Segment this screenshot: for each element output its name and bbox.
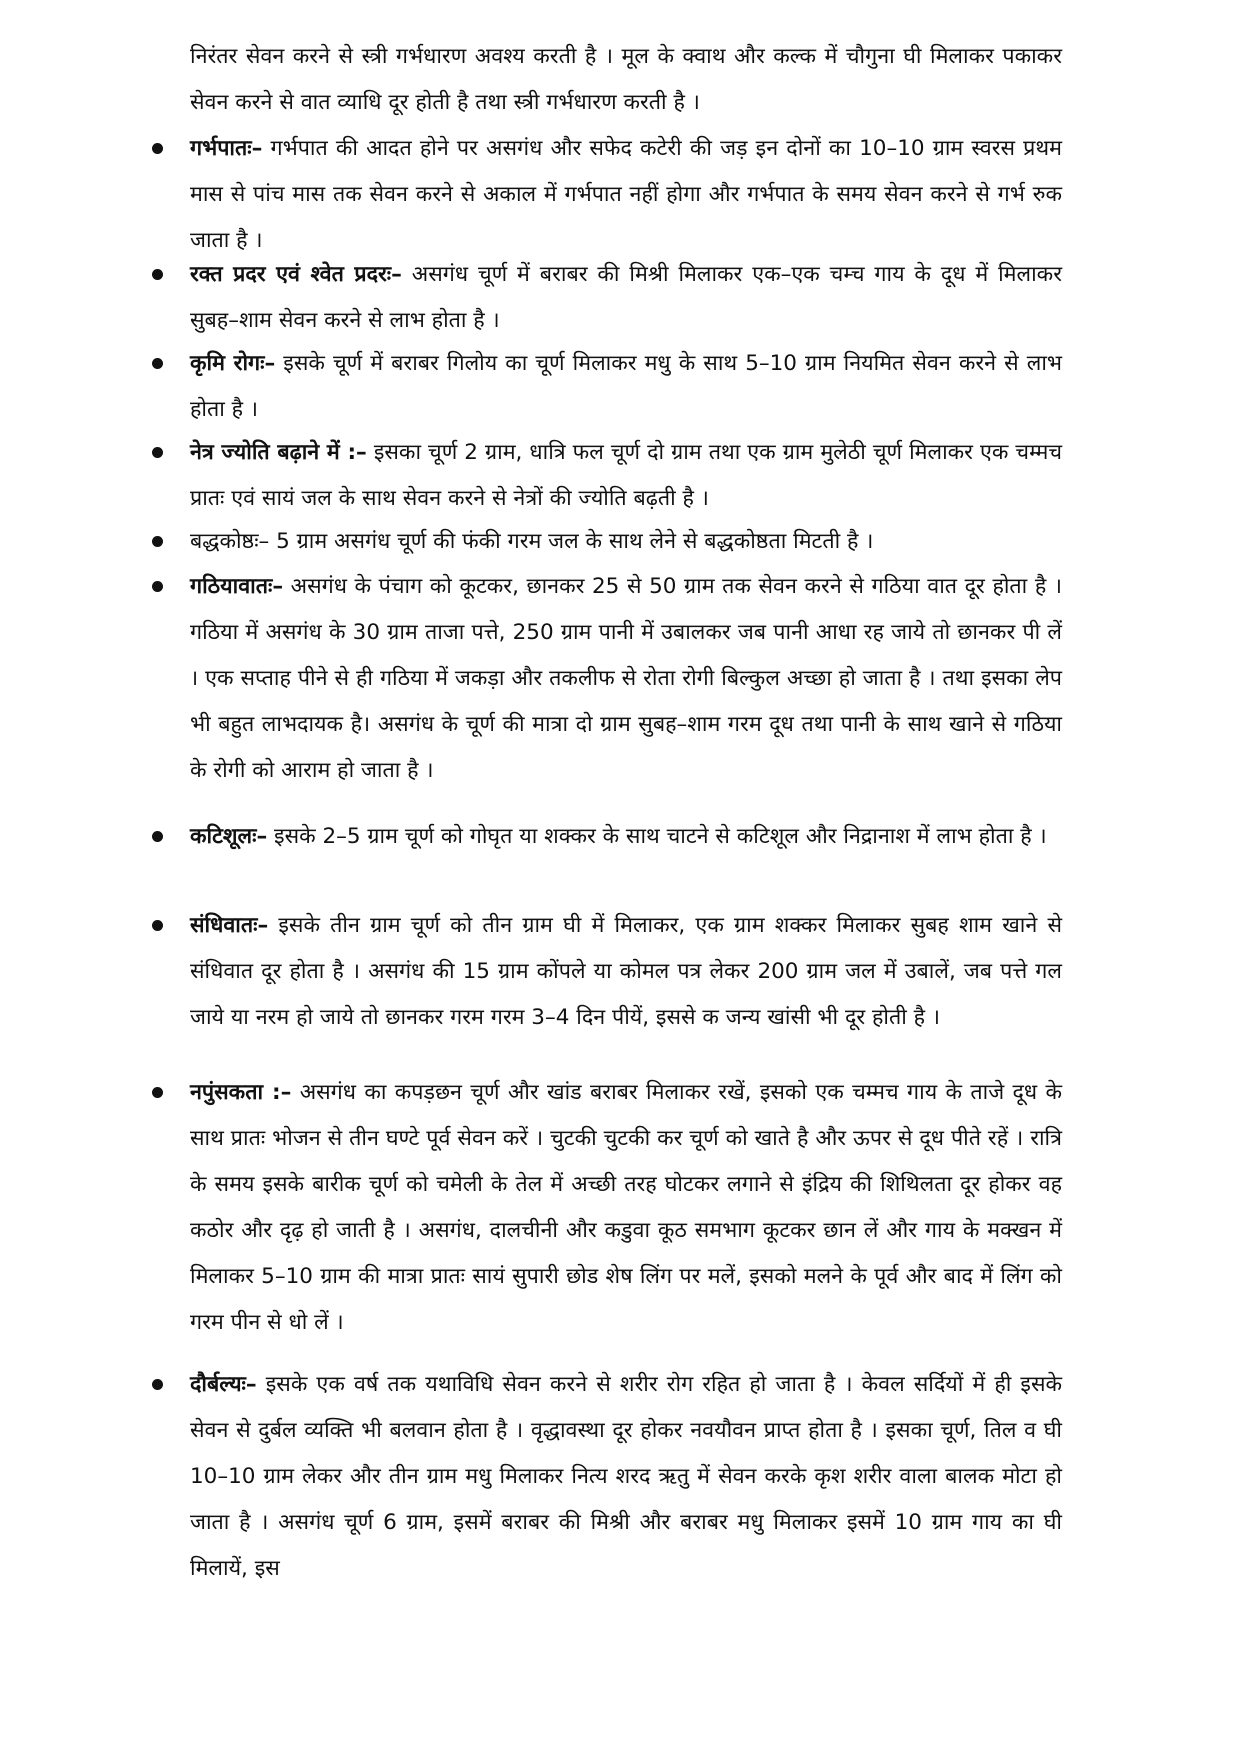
item-separator: – (257, 913, 269, 938)
list-item-napunsakta (190, 1070, 1062, 1346)
item-text: इसका चूर्ण 2 ग्राम, धात्रि फल चूर्ण दो ग्राम तथा एक ग्राम मुलेठी चूर्ण मिलाकर एक चम्मच प्रातः एवं सायं जल के साथ सेवन करने से नेत्रों की ज्योति बढ़ती है । (190, 440, 1063, 511)
item-term: रक्त प्रदर एवं श्वेत प्रदरः (190, 262, 392, 287)
item-text: असगंध के पंचाग को कूटकर, छानकर 25 से 50 ग्राम तक सेवन करने से गठिया वात दूर होता है । गठिया में असगंध के 30 ग्राम ताजा पत्ते, 250 ग्राम पानी में उबालकर जब पानी आधा रह जाये तो छानकर पी लें । एक सप्ताह पीने से ही गठिया में जकड़ा और तकलीफ से रोता रोगी बिल्कुल अच्छा हो जाता है । तथा इसका लेप भी बहुत लाभदायक है। असगंध के चूर्ण की मात्रा दो ग्राम सुबह–शाम गरम दूध तथा पानी के साथ खाने से गठिया के रोगी को आराम हो जाता है । (190, 574, 1062, 783)
list-item-baddhakoshth (190, 519, 1062, 565)
item-term: कृमि रोगः (190, 351, 265, 376)
list-item-sandhivat (190, 903, 1062, 1041)
item-term: नपुंसकता (190, 1080, 264, 1105)
item-separator: – (272, 574, 284, 599)
list-item-krimi-rog (190, 341, 1062, 433)
item-separator: – (245, 1372, 257, 1397)
list-item-garbhpat (190, 126, 1062, 264)
list-item-gathiyavat (190, 564, 1062, 794)
bullet-icon (152, 581, 163, 592)
item-text: असगंध का कपड़छन चूर्ण और खांड बराबर मिलाकर रखें, इसको एक चम्मच गाय के ताजे दूध के साथ प्रातः भोजन से तीन घण्टे पूर्व सेवन करें । चुटकी चुटकी कर चूर्ण को खाते है और ऊपर से दूध पीते रहें । रात्रि के समय इसके बारीक चूर्ण को चमेली के तेल में अच्छी तरह घोटकर लगाने से इंद्रिय की शिथिलता दूर होकर वह कठोर और दृढ़ हो जाती है । असगंध, दालचीनी और कडुवा कूठ समभाग कूटकर छान लें और गाय के मक्खन में मिलाकर 5–10 ग्राम की मात्रा प्रातः सायं सुपारी छोड शेष लिंग पर मलें, इसको मलने के पूर्व और बाद में लिंग को गरम पीन से धो लें । (190, 1080, 1062, 1335)
item-separator: – (391, 262, 402, 287)
item-separator: – (256, 824, 268, 849)
item-term: कटिशूलः (190, 824, 257, 849)
item-text: इसके चूर्ण में बराबर गिलोय का चूर्ण मिलाकर मधु के साथ 5–10 ग्राम नियमित सेवन करने से लाभ होता है । (190, 351, 1063, 422)
item-text: बद्धकोष्ठः– 5 ग्राम असगंध चूर्ण की फंकी गरम जल के साथ लेने से बद्धकोष्ठता मिटती है । (190, 529, 874, 554)
item-text: असगंध चूर्ण में बराबर की मिश्री मिलाकर एक–एक चम्च गाय के दूध में मिलाकर सुबह–शाम सेवन करने से लाभ होता है । (190, 262, 1062, 333)
bullet-icon (152, 447, 163, 458)
item-separator: – (251, 136, 263, 161)
item-text: इसके तीन ग्राम चूर्ण को तीन ग्राम घी में मिलाकर, एक ग्राम शक्कर मिलाकर सुबह शाम खाने से संधिवात दूर होता है । असगंध की 15 ग्राम कोंपले या कोमल पत्र लेकर 200 ग्राम जल में उबालें, जब पत्ते गल जाये या नरम हो जाये तो छानकर गरम गरम 3–4 दिन पीयें, इससे क जन्य खांसी भी दूर होती है । (190, 913, 1062, 1030)
list-item-pradar (190, 252, 1062, 344)
bullet-icon (152, 920, 163, 931)
item-text: इसके एक वर्ष तक यथाविधि सेवन करने से शरीर रोग रहित हो जाता है । केवल सर्दियों में ही इसके सेवन से दुर्बल व्यक्ति भी बलवान होता है । वृद्धावस्था दूर होकर नवयौवन प्राप्त होता है । इसका चूर्ण, तिल व घी 10–10 ग्राम लेकर और तीन ग्राम मधु मिलाकर नित्य शरद ऋतु में सेवन करके कृश शरीर वाला बालक मोटा हो जाता है । असगंध चूर्ण 6 ग्राम, इसमें बराबर की मिश्री और बराबर मधु मिलाकर इसमें 10 ग्राम गाय का घी मिलायें, इस (190, 1372, 1062, 1581)
list-item-katishool (190, 814, 1062, 860)
item-text: इसके 2–5 ग्राम चूर्ण को गोघृत या शक्कर के साथ चाटने से कटिशूल और निद्रानाश में लाभ होता है । (267, 824, 1047, 849)
bullet-icon (152, 536, 163, 547)
bullet-icon (152, 269, 163, 280)
item-term: गर्भपातः (190, 136, 252, 161)
item-separator: – (264, 351, 276, 376)
item-term: दौर्बल्यः (190, 1372, 246, 1397)
item-text: गर्भपात की आदत होने पर असगंध और सफेद कटेरी की जड़ इन दोनों का 10–10 ग्राम स्वरस प्रथम मास से पांच मास तक सेवन करने से अकाल में गर्भपात नहीं होगा और गर्भपात के समय सेवन करने से गर्भ रुक जाता है । (190, 136, 1062, 253)
item-separator: :– (339, 440, 367, 465)
item-term: संधिवातः (190, 913, 258, 938)
item-term: नेत्र ज्योति बढ़ाने में (190, 440, 340, 465)
list-item-daurbalya (190, 1362, 1062, 1592)
bullet-icon (152, 143, 163, 154)
bullet-icon (152, 831, 163, 842)
item-separator: :– (263, 1080, 292, 1105)
bullet-icon (152, 1087, 163, 1098)
bullet-icon (152, 1379, 163, 1390)
item-term: गठियावातः (190, 574, 273, 599)
bullet-icon (152, 358, 163, 369)
list-item-netra-jyoti (190, 430, 1062, 522)
intro-paragraph: निरंतर सेवन करने से स्त्री गर्भधारण अवश्य करती है । मूल के क्वाथ और कल्क में चौगुना घी मिलाकर पकाकर सेवन करने से वात व्याधि दूर होती है तथा स्त्री गर्भधारण करती है । (190, 44, 1062, 115)
